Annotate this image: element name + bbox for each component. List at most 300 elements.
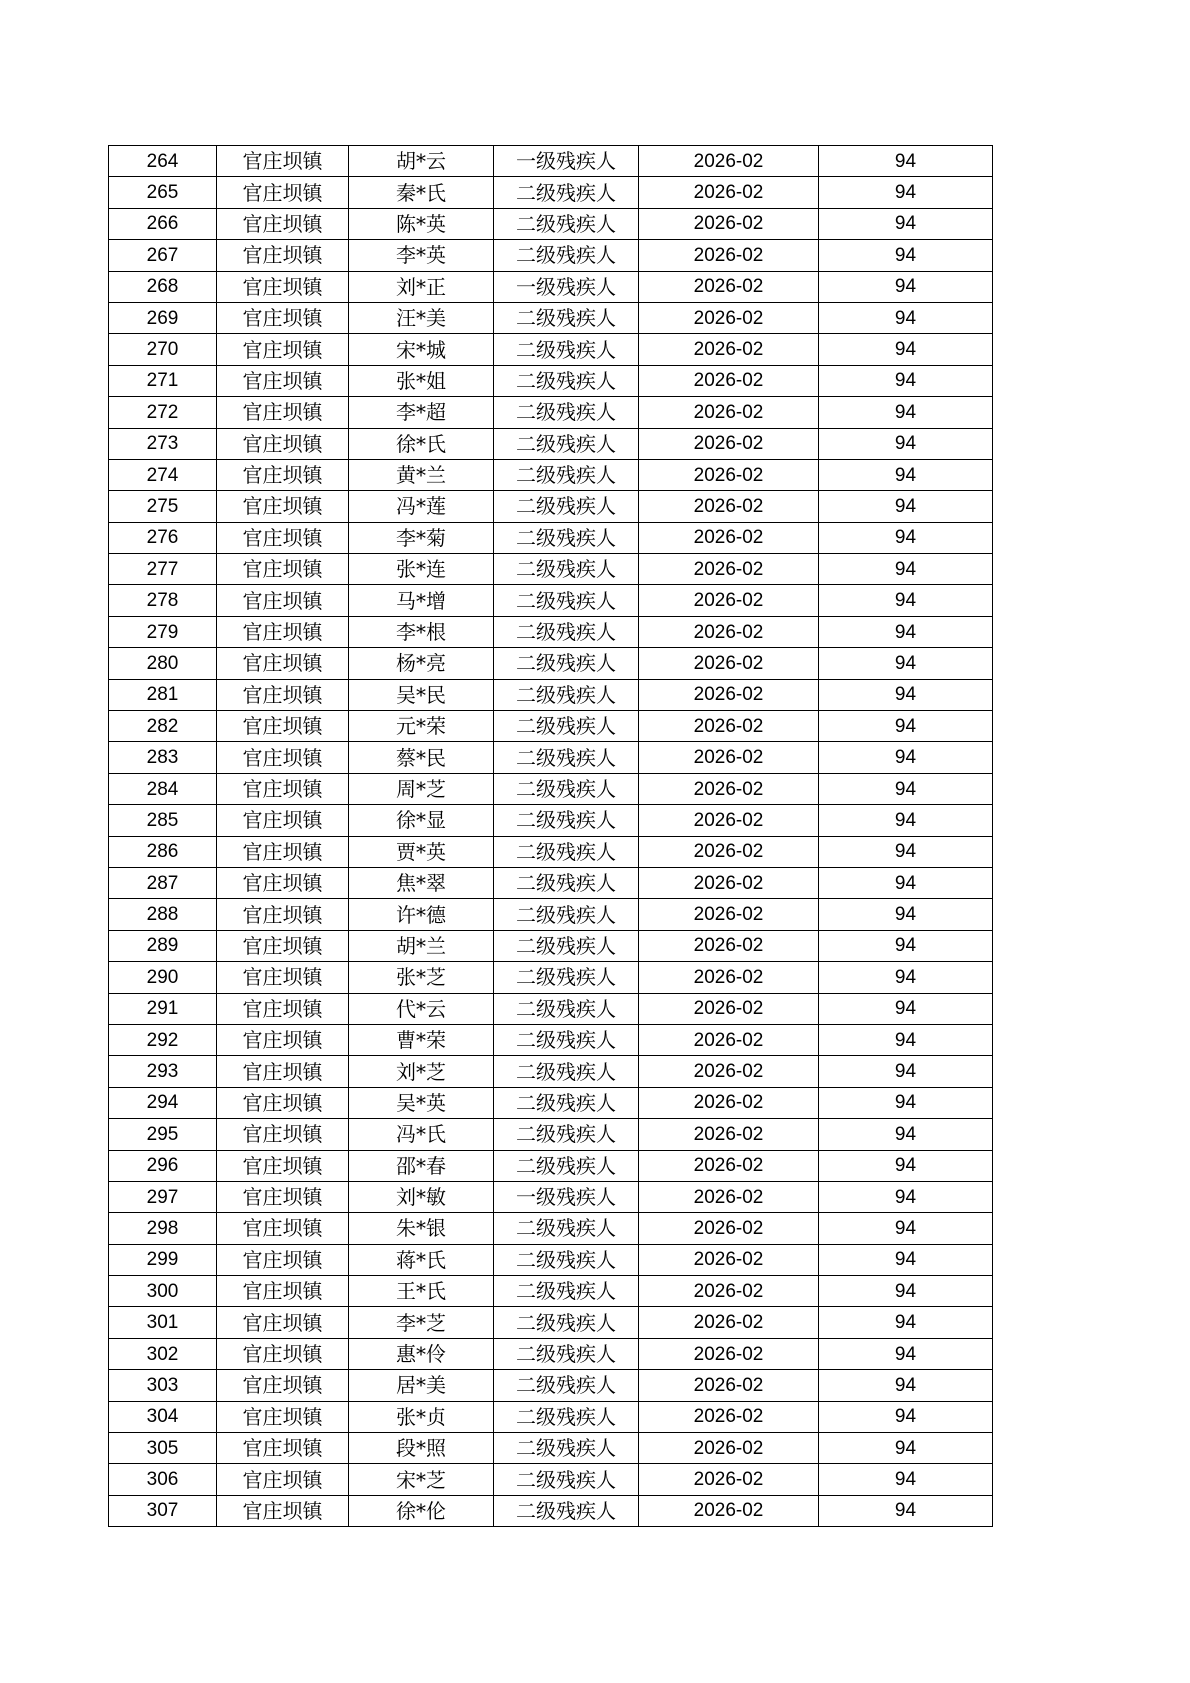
table-row bbox=[109, 899, 993, 930]
cell-level: 二级残疾人 bbox=[494, 1056, 639, 1087]
cell-period: 2026-02 bbox=[639, 240, 819, 271]
cell-level: 二级残疾人 bbox=[494, 648, 639, 679]
table-row bbox=[109, 805, 993, 836]
cell-period: 2026-02 bbox=[639, 899, 819, 930]
cell-town: 官庄坝镇 bbox=[217, 1056, 349, 1087]
cell-seq: 278 bbox=[109, 585, 217, 616]
table-row bbox=[109, 962, 993, 993]
cell-level: 二级残疾人 bbox=[494, 428, 639, 459]
cell-seq: 303 bbox=[109, 1370, 217, 1401]
cell-name: 朱*银 bbox=[349, 1213, 494, 1244]
cell-period: 2026-02 bbox=[639, 491, 819, 522]
cell-seq: 298 bbox=[109, 1213, 217, 1244]
cell-amount: 94 bbox=[819, 1401, 993, 1432]
cell-level: 二级残疾人 bbox=[494, 302, 639, 333]
cell-town: 官庄坝镇 bbox=[217, 365, 349, 396]
cell-amount: 94 bbox=[819, 208, 993, 239]
cell-amount: 94 bbox=[819, 993, 993, 1024]
cell-seq: 293 bbox=[109, 1056, 217, 1087]
table-row bbox=[109, 1056, 993, 1087]
table-row bbox=[109, 459, 993, 490]
cell-name: 张*贞 bbox=[349, 1401, 494, 1432]
cell-seq: 273 bbox=[109, 428, 217, 459]
cell-seq: 281 bbox=[109, 679, 217, 710]
table-row bbox=[109, 334, 993, 365]
cell-level: 二级残疾人 bbox=[494, 742, 639, 773]
cell-name: 许*德 bbox=[349, 899, 494, 930]
cell-seq: 285 bbox=[109, 805, 217, 836]
cell-seq: 272 bbox=[109, 397, 217, 428]
cell-name: 居*美 bbox=[349, 1370, 494, 1401]
cell-amount: 94 bbox=[819, 1056, 993, 1087]
cell-period: 2026-02 bbox=[639, 1433, 819, 1464]
cell-level: 二级残疾人 bbox=[494, 1307, 639, 1338]
cell-period: 2026-02 bbox=[639, 1307, 819, 1338]
cell-name: 代*云 bbox=[349, 993, 494, 1024]
cell-period: 2026-02 bbox=[639, 836, 819, 867]
table-row bbox=[109, 1433, 993, 1464]
cell-seq: 291 bbox=[109, 993, 217, 1024]
cell-level: 二级残疾人 bbox=[494, 1276, 639, 1307]
cell-level: 二级残疾人 bbox=[494, 1213, 639, 1244]
cell-town: 官庄坝镇 bbox=[217, 177, 349, 208]
cell-town: 官庄坝镇 bbox=[217, 679, 349, 710]
cell-name: 胡*兰 bbox=[349, 930, 494, 961]
cell-name: 蔡*民 bbox=[349, 742, 494, 773]
cell-amount: 94 bbox=[819, 679, 993, 710]
cell-period: 2026-02 bbox=[639, 271, 819, 302]
cell-level: 二级残疾人 bbox=[494, 1244, 639, 1275]
table-row bbox=[109, 554, 993, 585]
table-body bbox=[109, 146, 993, 1527]
cell-name: 胡*云 bbox=[349, 146, 494, 177]
cell-name: 刘*正 bbox=[349, 271, 494, 302]
cell-seq: 269 bbox=[109, 302, 217, 333]
cell-period: 2026-02 bbox=[639, 585, 819, 616]
cell-name: 秦*氏 bbox=[349, 177, 494, 208]
cell-amount: 94 bbox=[819, 428, 993, 459]
table-row bbox=[109, 1024, 993, 1055]
table-row bbox=[109, 1276, 993, 1307]
table-row bbox=[109, 616, 993, 647]
cell-period: 2026-02 bbox=[639, 742, 819, 773]
cell-town: 官庄坝镇 bbox=[217, 711, 349, 742]
cell-name: 焦*翠 bbox=[349, 867, 494, 898]
cell-period: 2026-02 bbox=[639, 1119, 819, 1150]
cell-amount: 94 bbox=[819, 930, 993, 961]
cell-seq: 289 bbox=[109, 930, 217, 961]
cell-level: 二级残疾人 bbox=[494, 208, 639, 239]
cell-amount: 94 bbox=[819, 397, 993, 428]
cell-town: 官庄坝镇 bbox=[217, 1401, 349, 1432]
cell-name: 段*照 bbox=[349, 1433, 494, 1464]
cell-seq: 296 bbox=[109, 1150, 217, 1181]
cell-period: 2026-02 bbox=[639, 1087, 819, 1118]
table-row bbox=[109, 177, 993, 208]
table-row bbox=[109, 1119, 993, 1150]
cell-level: 二级残疾人 bbox=[494, 867, 639, 898]
cell-town: 官庄坝镇 bbox=[217, 1024, 349, 1055]
cell-name: 张*芝 bbox=[349, 962, 494, 993]
cell-seq: 302 bbox=[109, 1338, 217, 1369]
cell-amount: 94 bbox=[819, 805, 993, 836]
cell-period: 2026-02 bbox=[639, 1370, 819, 1401]
table-row bbox=[109, 1244, 993, 1275]
cell-seq: 292 bbox=[109, 1024, 217, 1055]
cell-seq: 286 bbox=[109, 836, 217, 867]
cell-town: 官庄坝镇 bbox=[217, 1244, 349, 1275]
cell-town: 官庄坝镇 bbox=[217, 805, 349, 836]
cell-name: 张*连 bbox=[349, 554, 494, 585]
table-row bbox=[109, 711, 993, 742]
cell-period: 2026-02 bbox=[639, 648, 819, 679]
cell-level: 二级残疾人 bbox=[494, 585, 639, 616]
cell-level: 二级残疾人 bbox=[494, 930, 639, 961]
cell-level: 二级残疾人 bbox=[494, 397, 639, 428]
table-row bbox=[109, 491, 993, 522]
cell-town: 官庄坝镇 bbox=[217, 522, 349, 553]
cell-period: 2026-02 bbox=[639, 1495, 819, 1526]
cell-period: 2026-02 bbox=[639, 773, 819, 804]
cell-seq: 287 bbox=[109, 867, 217, 898]
table-row bbox=[109, 1181, 993, 1212]
cell-name: 邵*春 bbox=[349, 1150, 494, 1181]
cell-town: 官庄坝镇 bbox=[217, 742, 349, 773]
cell-town: 官庄坝镇 bbox=[217, 554, 349, 585]
cell-period: 2026-02 bbox=[639, 365, 819, 396]
table-row bbox=[109, 146, 993, 177]
cell-name: 刘*敏 bbox=[349, 1181, 494, 1212]
cell-town: 官庄坝镇 bbox=[217, 585, 349, 616]
cell-amount: 94 bbox=[819, 648, 993, 679]
table-row bbox=[109, 240, 993, 271]
cell-period: 2026-02 bbox=[639, 1401, 819, 1432]
cell-name: 李*菊 bbox=[349, 522, 494, 553]
cell-town: 官庄坝镇 bbox=[217, 930, 349, 961]
cell-period: 2026-02 bbox=[639, 177, 819, 208]
table-row bbox=[109, 1213, 993, 1244]
cell-town: 官庄坝镇 bbox=[217, 1338, 349, 1369]
cell-name: 宋*芝 bbox=[349, 1464, 494, 1495]
cell-amount: 94 bbox=[819, 334, 993, 365]
cell-amount: 94 bbox=[819, 1181, 993, 1212]
cell-amount: 94 bbox=[819, 867, 993, 898]
cell-seq: 297 bbox=[109, 1181, 217, 1212]
cell-name: 李*根 bbox=[349, 616, 494, 647]
cell-period: 2026-02 bbox=[639, 1213, 819, 1244]
cell-level: 二级残疾人 bbox=[494, 805, 639, 836]
data-table bbox=[108, 145, 993, 1527]
cell-amount: 94 bbox=[819, 1150, 993, 1181]
cell-seq: 277 bbox=[109, 554, 217, 585]
table-row bbox=[109, 522, 993, 553]
cell-seq: 295 bbox=[109, 1119, 217, 1150]
cell-seq: 280 bbox=[109, 648, 217, 679]
cell-seq: 306 bbox=[109, 1464, 217, 1495]
cell-amount: 94 bbox=[819, 1370, 993, 1401]
table-row bbox=[109, 679, 993, 710]
cell-level: 二级残疾人 bbox=[494, 1495, 639, 1526]
cell-amount: 94 bbox=[819, 365, 993, 396]
cell-name: 陈*英 bbox=[349, 208, 494, 239]
cell-level: 二级残疾人 bbox=[494, 711, 639, 742]
cell-level: 二级残疾人 bbox=[494, 554, 639, 585]
cell-amount: 94 bbox=[819, 1119, 993, 1150]
cell-town: 官庄坝镇 bbox=[217, 1213, 349, 1244]
cell-level: 二级残疾人 bbox=[494, 1338, 639, 1369]
cell-level: 二级残疾人 bbox=[494, 365, 639, 396]
cell-name: 马*增 bbox=[349, 585, 494, 616]
cell-amount: 94 bbox=[819, 1244, 993, 1275]
cell-town: 官庄坝镇 bbox=[217, 271, 349, 302]
cell-name: 王*氏 bbox=[349, 1276, 494, 1307]
cell-name: 宋*城 bbox=[349, 334, 494, 365]
cell-level: 二级残疾人 bbox=[494, 1433, 639, 1464]
cell-seq: 268 bbox=[109, 271, 217, 302]
cell-town: 官庄坝镇 bbox=[217, 1276, 349, 1307]
table-row bbox=[109, 930, 993, 961]
cell-seq: 288 bbox=[109, 899, 217, 930]
cell-town: 官庄坝镇 bbox=[217, 1464, 349, 1495]
cell-name: 吴*英 bbox=[349, 1087, 494, 1118]
cell-period: 2026-02 bbox=[639, 397, 819, 428]
cell-name: 李*超 bbox=[349, 397, 494, 428]
cell-amount: 94 bbox=[819, 491, 993, 522]
cell-level: 一级残疾人 bbox=[494, 1181, 639, 1212]
cell-seq: 265 bbox=[109, 177, 217, 208]
cell-town: 官庄坝镇 bbox=[217, 208, 349, 239]
table-row bbox=[109, 208, 993, 239]
cell-name: 贾*英 bbox=[349, 836, 494, 867]
cell-period: 2026-02 bbox=[639, 993, 819, 1024]
cell-town: 官庄坝镇 bbox=[217, 428, 349, 459]
cell-amount: 94 bbox=[819, 773, 993, 804]
cell-amount: 94 bbox=[819, 554, 993, 585]
cell-level: 二级残疾人 bbox=[494, 1464, 639, 1495]
cell-period: 2026-02 bbox=[639, 616, 819, 647]
cell-town: 官庄坝镇 bbox=[217, 867, 349, 898]
cell-amount: 94 bbox=[819, 459, 993, 490]
cell-amount: 94 bbox=[819, 836, 993, 867]
cell-amount: 94 bbox=[819, 271, 993, 302]
cell-period: 2026-02 bbox=[639, 554, 819, 585]
cell-name: 冯*氏 bbox=[349, 1119, 494, 1150]
cell-period: 2026-02 bbox=[639, 208, 819, 239]
cell-seq: 271 bbox=[109, 365, 217, 396]
cell-amount: 94 bbox=[819, 146, 993, 177]
table-row bbox=[109, 1338, 993, 1369]
cell-amount: 94 bbox=[819, 1087, 993, 1118]
cell-amount: 94 bbox=[819, 1213, 993, 1244]
table-row bbox=[109, 1370, 993, 1401]
cell-seq: 267 bbox=[109, 240, 217, 271]
cell-level: 二级残疾人 bbox=[494, 679, 639, 710]
table-row bbox=[109, 1401, 993, 1432]
cell-town: 官庄坝镇 bbox=[217, 302, 349, 333]
cell-seq: 299 bbox=[109, 1244, 217, 1275]
cell-name: 刘*芝 bbox=[349, 1056, 494, 1087]
cell-level: 二级残疾人 bbox=[494, 240, 639, 271]
cell-name: 元*荣 bbox=[349, 711, 494, 742]
cell-level: 一级残疾人 bbox=[494, 146, 639, 177]
cell-level: 二级残疾人 bbox=[494, 1401, 639, 1432]
cell-amount: 94 bbox=[819, 711, 993, 742]
cell-period: 2026-02 bbox=[639, 302, 819, 333]
cell-town: 官庄坝镇 bbox=[217, 616, 349, 647]
cell-period: 2026-02 bbox=[639, 1338, 819, 1369]
cell-town: 官庄坝镇 bbox=[217, 146, 349, 177]
cell-seq: 282 bbox=[109, 711, 217, 742]
cell-name: 蒋*氏 bbox=[349, 1244, 494, 1275]
cell-period: 2026-02 bbox=[639, 679, 819, 710]
cell-period: 2026-02 bbox=[639, 334, 819, 365]
cell-seq: 304 bbox=[109, 1401, 217, 1432]
cell-seq: 275 bbox=[109, 491, 217, 522]
table-row bbox=[109, 742, 993, 773]
cell-seq: 283 bbox=[109, 742, 217, 773]
cell-amount: 94 bbox=[819, 240, 993, 271]
cell-name: 吴*民 bbox=[349, 679, 494, 710]
cell-seq: 276 bbox=[109, 522, 217, 553]
table-row bbox=[109, 773, 993, 804]
cell-seq: 307 bbox=[109, 1495, 217, 1526]
cell-level: 二级残疾人 bbox=[494, 962, 639, 993]
cell-seq: 284 bbox=[109, 773, 217, 804]
cell-period: 2026-02 bbox=[639, 711, 819, 742]
cell-period: 2026-02 bbox=[639, 459, 819, 490]
cell-amount: 94 bbox=[819, 1307, 993, 1338]
cell-period: 2026-02 bbox=[639, 1024, 819, 1055]
cell-amount: 94 bbox=[819, 522, 993, 553]
table-row bbox=[109, 1150, 993, 1181]
table-row bbox=[109, 271, 993, 302]
table-row bbox=[109, 993, 993, 1024]
cell-name: 惠*伶 bbox=[349, 1338, 494, 1369]
cell-town: 官庄坝镇 bbox=[217, 1119, 349, 1150]
table-row bbox=[109, 397, 993, 428]
cell-town: 官庄坝镇 bbox=[217, 240, 349, 271]
cell-level: 二级残疾人 bbox=[494, 522, 639, 553]
cell-period: 2026-02 bbox=[639, 1150, 819, 1181]
cell-amount: 94 bbox=[819, 899, 993, 930]
cell-level: 二级残疾人 bbox=[494, 993, 639, 1024]
cell-period: 2026-02 bbox=[639, 1276, 819, 1307]
cell-town: 官庄坝镇 bbox=[217, 491, 349, 522]
cell-amount: 94 bbox=[819, 302, 993, 333]
cell-amount: 94 bbox=[819, 962, 993, 993]
cell-level: 二级残疾人 bbox=[494, 1119, 639, 1150]
cell-name: 黄*兰 bbox=[349, 459, 494, 490]
cell-name: 徐*氏 bbox=[349, 428, 494, 459]
cell-town: 官庄坝镇 bbox=[217, 648, 349, 679]
cell-town: 官庄坝镇 bbox=[217, 1181, 349, 1212]
table-row bbox=[109, 428, 993, 459]
cell-level: 二级残疾人 bbox=[494, 773, 639, 804]
cell-level: 二级残疾人 bbox=[494, 836, 639, 867]
cell-amount: 94 bbox=[819, 177, 993, 208]
cell-period: 2026-02 bbox=[639, 962, 819, 993]
cell-seq: 266 bbox=[109, 208, 217, 239]
table-row bbox=[109, 648, 993, 679]
cell-amount: 94 bbox=[819, 742, 993, 773]
cell-seq: 264 bbox=[109, 146, 217, 177]
cell-amount: 94 bbox=[819, 1433, 993, 1464]
table-row bbox=[109, 1495, 993, 1526]
cell-seq: 301 bbox=[109, 1307, 217, 1338]
cell-town: 官庄坝镇 bbox=[217, 1307, 349, 1338]
cell-name: 张*姐 bbox=[349, 365, 494, 396]
table-row bbox=[109, 867, 993, 898]
cell-level: 二级残疾人 bbox=[494, 616, 639, 647]
cell-amount: 94 bbox=[819, 1495, 993, 1526]
cell-period: 2026-02 bbox=[639, 1464, 819, 1495]
cell-period: 2026-02 bbox=[639, 428, 819, 459]
cell-town: 官庄坝镇 bbox=[217, 397, 349, 428]
cell-town: 官庄坝镇 bbox=[217, 1433, 349, 1464]
cell-town: 官庄坝镇 bbox=[217, 459, 349, 490]
cell-level: 二级残疾人 bbox=[494, 491, 639, 522]
cell-amount: 94 bbox=[819, 616, 993, 647]
cell-town: 官庄坝镇 bbox=[217, 836, 349, 867]
cell-period: 2026-02 bbox=[639, 867, 819, 898]
cell-name: 冯*莲 bbox=[349, 491, 494, 522]
cell-town: 官庄坝镇 bbox=[217, 773, 349, 804]
cell-level: 二级残疾人 bbox=[494, 177, 639, 208]
cell-amount: 94 bbox=[819, 1338, 993, 1369]
table-row bbox=[109, 1464, 993, 1495]
cell-name: 徐*伦 bbox=[349, 1495, 494, 1526]
cell-town: 官庄坝镇 bbox=[217, 1150, 349, 1181]
cell-seq: 274 bbox=[109, 459, 217, 490]
cell-level: 一级残疾人 bbox=[494, 271, 639, 302]
table-row bbox=[109, 1087, 993, 1118]
cell-level: 二级残疾人 bbox=[494, 1370, 639, 1401]
table-row bbox=[109, 302, 993, 333]
cell-level: 二级残疾人 bbox=[494, 1150, 639, 1181]
table-row bbox=[109, 585, 993, 616]
cell-town: 官庄坝镇 bbox=[217, 1495, 349, 1526]
table-row bbox=[109, 1307, 993, 1338]
cell-amount: 94 bbox=[819, 1276, 993, 1307]
cell-amount: 94 bbox=[819, 1464, 993, 1495]
cell-level: 二级残疾人 bbox=[494, 1087, 639, 1118]
cell-period: 2026-02 bbox=[639, 1181, 819, 1212]
cell-town: 官庄坝镇 bbox=[217, 1370, 349, 1401]
cell-period: 2026-02 bbox=[639, 1056, 819, 1087]
cell-level: 二级残疾人 bbox=[494, 334, 639, 365]
cell-seq: 300 bbox=[109, 1276, 217, 1307]
cell-name: 杨*亮 bbox=[349, 648, 494, 679]
cell-town: 官庄坝镇 bbox=[217, 899, 349, 930]
cell-seq: 279 bbox=[109, 616, 217, 647]
cell-period: 2026-02 bbox=[639, 805, 819, 836]
cell-town: 官庄坝镇 bbox=[217, 962, 349, 993]
cell-level: 二级残疾人 bbox=[494, 459, 639, 490]
cell-seq: 294 bbox=[109, 1087, 217, 1118]
cell-name: 李*芝 bbox=[349, 1307, 494, 1338]
cell-name: 曹*荣 bbox=[349, 1024, 494, 1055]
cell-town: 官庄坝镇 bbox=[217, 993, 349, 1024]
cell-period: 2026-02 bbox=[639, 930, 819, 961]
table-row bbox=[109, 365, 993, 396]
cell-name: 汪*美 bbox=[349, 302, 494, 333]
cell-name: 徐*显 bbox=[349, 805, 494, 836]
cell-town: 官庄坝镇 bbox=[217, 334, 349, 365]
cell-amount: 94 bbox=[819, 585, 993, 616]
table-row bbox=[109, 836, 993, 867]
cell-name: 周*芝 bbox=[349, 773, 494, 804]
cell-period: 2026-02 bbox=[639, 146, 819, 177]
